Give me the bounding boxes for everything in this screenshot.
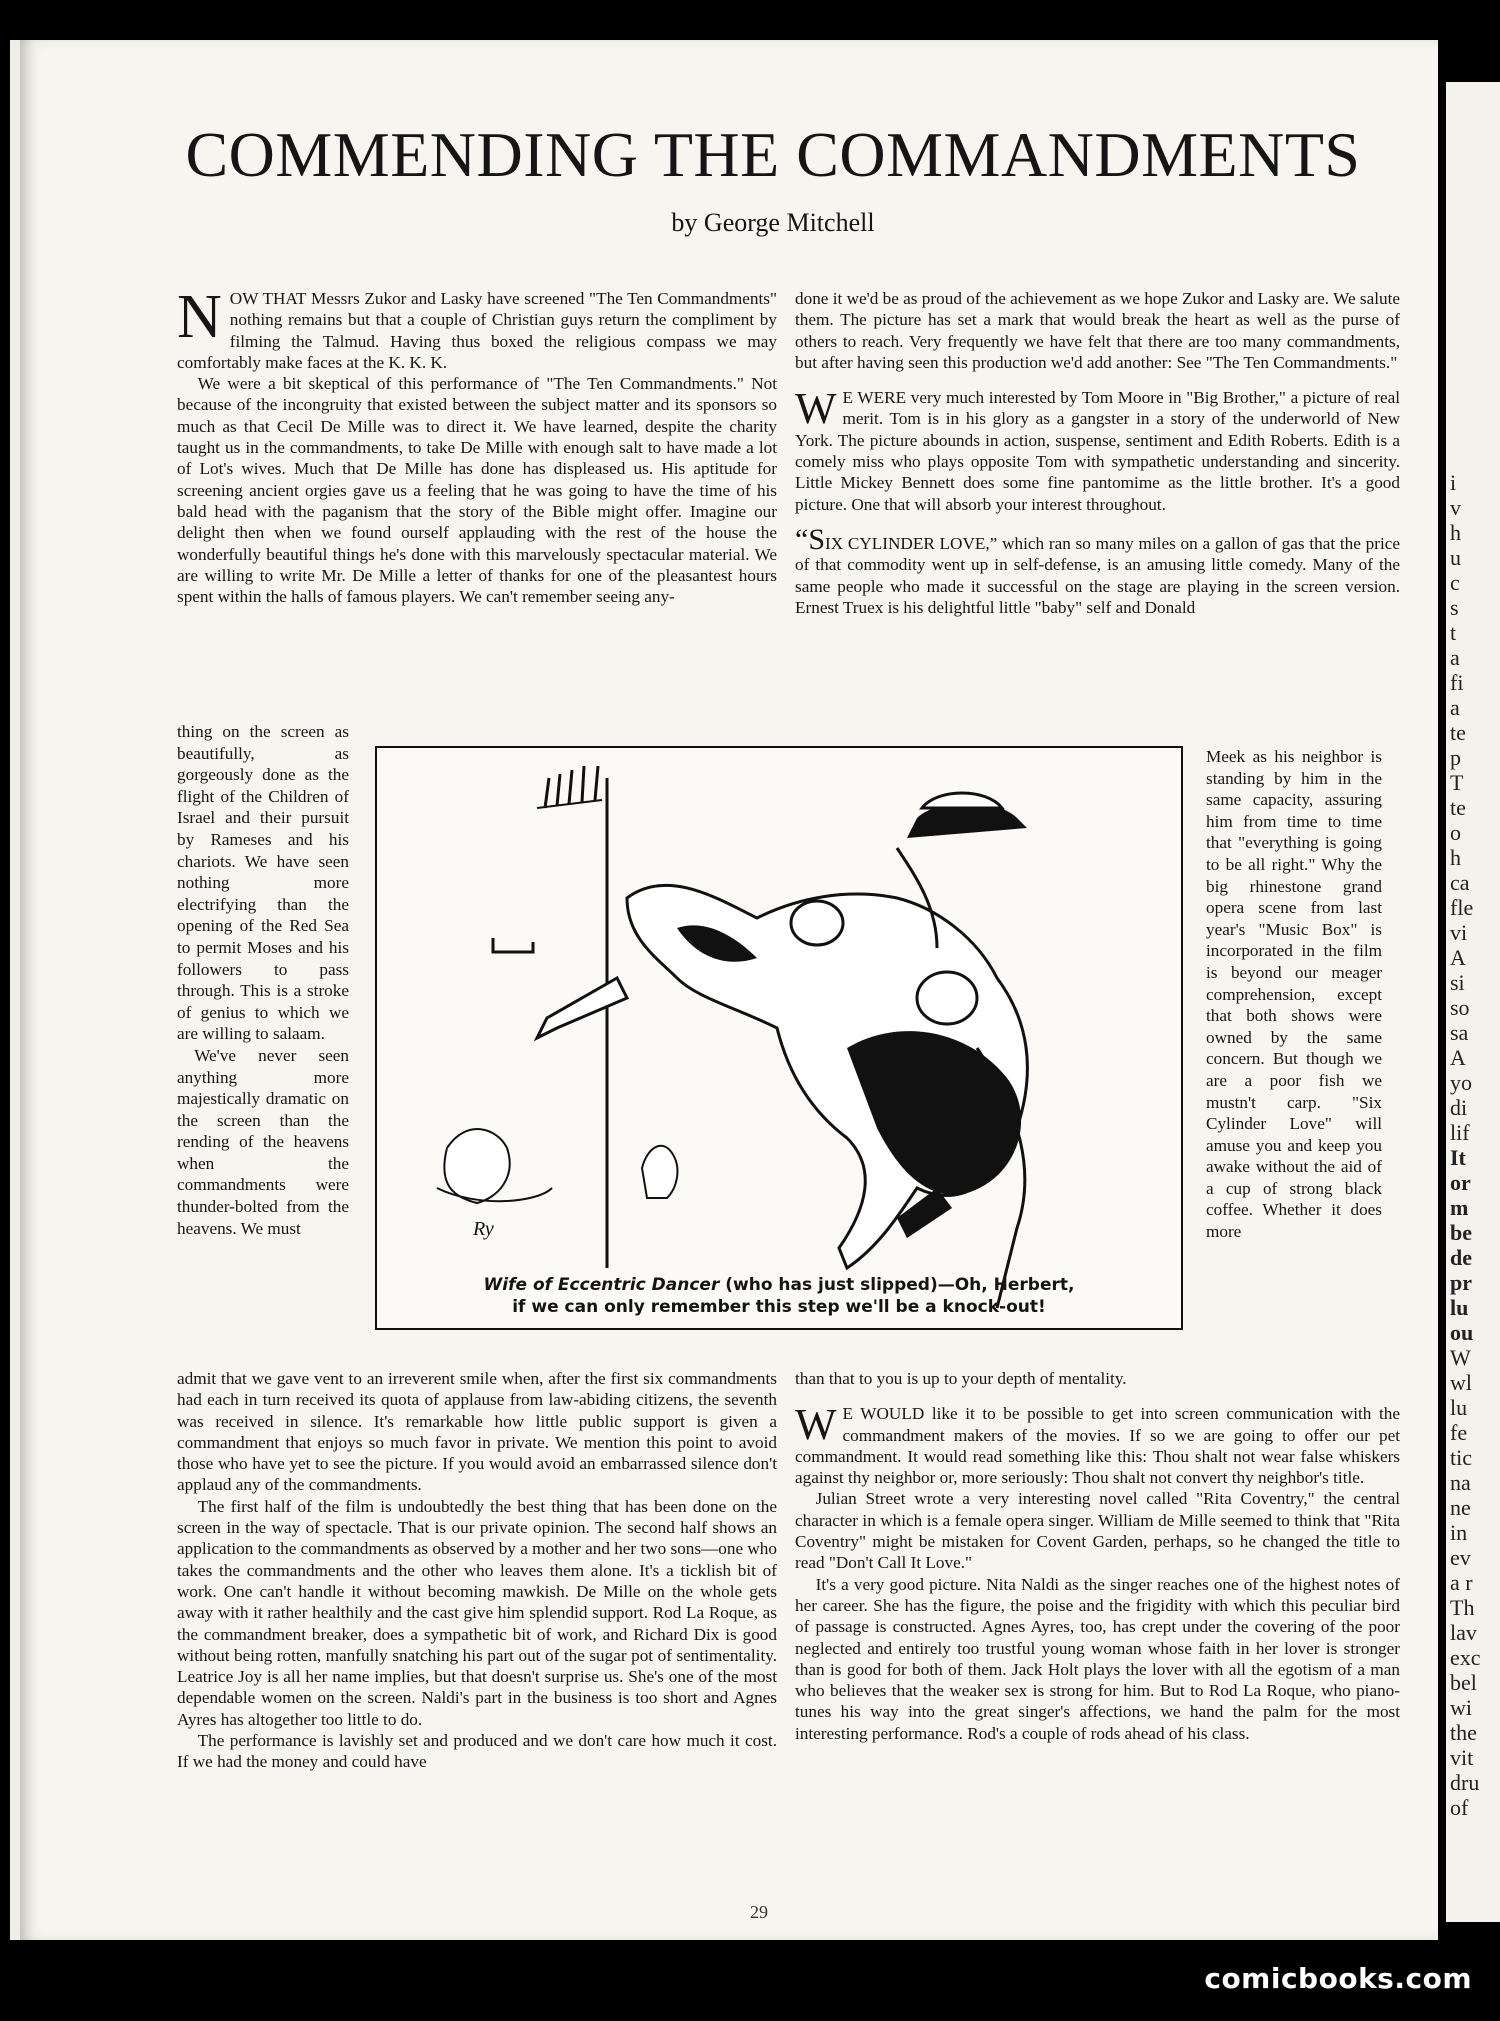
- facing-page-fragment: exc: [1450, 1645, 1481, 1670]
- facing-page-fragment: u: [1450, 545, 1461, 570]
- facing-page-fragment: in: [1450, 1520, 1468, 1545]
- facing-page-fragment: fi: [1450, 670, 1464, 695]
- left-paragraph-4: The first half of the film is undoubtedly the best thing that has been done on the screen in the way of spectacle. That is our private opinion. The second half shows an application to the commandments as observed by a mother and her two sons—one who takes the commandments and the other who leaves them alone. It's a ticklish bit of work. One can't handle it without becoming mawkish. De Mille on the whole gets away with it rather healthily and the cast give him splendid support. Rod La Roque, as the commandment breaker, does a sympathetic bit of work, and Richard Dix is good without being rotten, manfully snatching his part out of the sugar pot of sentimentality. Leatrice Joy is all her name implies, but that doesn't surprise us. She's one of the most dependable women on the screen. Naldi's part in the business is too short and Agnes Ayres has altogether too little to do.: [177, 1496, 777, 1729]
- facing-page-fragment: o: [1450, 820, 1461, 845]
- facing-page-fragment: i: [1450, 470, 1457, 495]
- right-narrow-column: [1206, 746, 1382, 1243]
- facing-page-fragment: lu: [1450, 1295, 1469, 1320]
- facing-page-fragment: ev: [1450, 1545, 1471, 1570]
- facing-page-fragment: de: [1450, 1245, 1472, 1270]
- left-narrow-paragraph-2: We've never seen anything more majestically dramatic on the screen than the rending of the heavens when the commandments were thunder-bolted from the heavens. We must: [177, 1045, 349, 1238]
- facing-page-fragment: wl: [1450, 1370, 1472, 1395]
- right-paragraph-5: W E WOULD like it to be possible to get into screen communication with the commandment makers of the movies. If so we are going to offer our pet commandment. It would read something like this: Thou shalt not wear false whiskers against thy neighbor or, more seriously: Thou shalt not convert thy neighbor's title.: [795, 1400, 1400, 1488]
- facing-page-fragment: na: [1450, 1470, 1471, 1495]
- facing-page-fragment: wi: [1450, 1695, 1472, 1720]
- article-title: COMMENDING THE COMMANDMENTS: [185, 119, 1361, 190]
- facing-page-fragment: a: [1450, 695, 1460, 720]
- right-paragraph-2: W E WERE very much interested by Tom Moore in "Big Brother," a picture of real merit. Tom is in his glory as a gangster in a story of the underworld of New York. The picture abounds in action, suspense, sentiment and Edith Roberts. Edith is a comely miss who plays opposite Tom with sympathetic understanding and sincerity. Little Mickey Bennett does some fine pantomime as the little brother. It's a good picture. One that will absorb your interest throughout.: [795, 384, 1401, 514]
- facing-page-fragment: pr: [1450, 1270, 1472, 1295]
- facing-page-fragment: sa: [1450, 1020, 1469, 1045]
- left-narrow-column: [177, 721, 349, 1239]
- right-paragraph-6: Julian Street wrote a very interesting novel called "Rita Coventry," the central character in which is a female opera singer. William de Mille seemed to think that "Rita Coventry" might be mistaken for Covent Garden, perhaps, so he changed the title to read "Don't Call It Love.": [795, 1489, 1400, 1573]
- left-paragraph-2: We were a bit skeptical of this performance of "The Ten Commandments." Not because of the incongruity that existed between the subject matter and its sponsors so much as that Cecil De Mille was to direct it. We have learned, despite the charity taught us in the commandments, to take De Mille with enough salt to have made a lot of Lot's wives. Much that De Mille has done has displeased us. His aptitude for screening ancient orgies gave us a feeling that he was going to have the time of his bald head with the paganism that the story of the Bible might offer. Imagine our delight then when we found ourself applauding with the rest of the house the wonderfully beautiful things he's done with this marvelously spectacular material. We are willing to write Mr. De Mille a letter of thanks for one of the pleasantest hours spent within the halls of famous players. We can't remember seeing any-: [177, 374, 777, 607]
- right-paragraph-7: It's a very good picture. Nita Naldi as the singer reaches one of the highest notes of her career. She has the figure, the poise and the frigidity with which this peculiar bird of passage is constructed. Agnes Ayres, too, has crept under the covering of the poor neglected and entirely too trustful young woman whose faith in her lover is stronger than is good for both of them. Jack Holt plays the lover with all the egotism of a man who believes that the weaker sex is strong for him. But to Rod La Roque, who piano-tunes his way into the great singer's affections, we hand the palm for the most interesting performance. Rod's a couple of rods ahead of his class.: [795, 1574, 1400, 1743]
- facing-page-fragment: p: [1450, 745, 1461, 770]
- left-paragraph-5: The performance is lavishly set and produced and we don't care how much it cost. If we had the money and could have: [177, 1731, 777, 1772]
- facing-page-fragment: fe: [1450, 1420, 1468, 1445]
- facing-page-fragment: m: [1450, 1195, 1469, 1220]
- site-watermark: comicbooks.com: [1204, 1962, 1472, 1995]
- article-byline: by George Mitchell: [671, 208, 875, 237]
- cartoon-illustration: [375, 746, 1183, 1330]
- facing-page-fragment: ou: [1450, 1320, 1474, 1345]
- facing-page-fragment: di: [1450, 1095, 1468, 1120]
- right-paragraph-1: done it we'd be as proud of the achievement as we hope Zukor and Lasky are. We salute them. The picture has set a mark that would break the heart as well as the purse of others to reach. Very frequently we have felt that there are too many commandments, but after having seen this production we'd add another: See "The Ten Commandments.": [795, 289, 1400, 372]
- dropcap-w: W: [795, 384, 837, 434]
- facing-page-edge: [1446, 82, 1500, 1922]
- dropcap-w-2: W: [795, 1400, 837, 1450]
- page-number: 29: [750, 1902, 768, 1922]
- facing-page-fragment: ca: [1450, 870, 1470, 895]
- dropcap-n: N: [177, 283, 222, 351]
- facing-page-fragment: h: [1450, 845, 1461, 870]
- left-paragraph-3: admit that we gave vent to an irreverent smile when, after the first six commandments had each in turn received its quota of applause from law-abiding citizens, the seventh was received in silence. It's remarkable how little public support is given a commandment that enjoys so much favor in private. We mention this point to avoid those who have yet to see the picture. If you would avoid an embarrassed silence don't applaud any of the commandments.: [177, 1369, 777, 1495]
- facing-page-fragment: t: [1450, 620, 1457, 645]
- left-column-top: [177, 283, 777, 607]
- facing-page-fragment: si: [1450, 970, 1465, 995]
- left-paragraph-1: NOW THAT Messrs Zukor and Lasky have screened "The Ten Commandments" nothing remains but that a couple of Christian guys return the compliment by filming the Talmud. Having thus boxed the religious compass we may comfortably make faces at the K. K. K.: [177, 283, 777, 372]
- right-column-bottom: [795, 1368, 1400, 1744]
- dropcap-s: S: [808, 522, 826, 556]
- facing-page-fragment: bel: [1450, 1670, 1477, 1695]
- facing-page-fragment: ne: [1450, 1495, 1471, 1520]
- facing-page-fragment: W: [1450, 1345, 1471, 1370]
- caption-line-1: (who has just slipped)—Oh, Herbert,: [719, 1275, 1075, 1295]
- facing-page-fragment: yo: [1450, 1070, 1472, 1095]
- left-narrow-paragraph-1: thing on the screen as beautifully, as gorgeously done as the flight of the Children of Israel and their pursuit by Rameses and his chariots. We have seen nothing more electrifying than the opening of the Red Sea to permit Moses and his followers to pass through. This is a stroke of genius to which we are willing to salaam.: [177, 722, 349, 1044]
- caption-line-2: if we can only remember this step we'll be a knock-out!: [512, 1297, 1046, 1317]
- facing-page-fragment: It: [1450, 1145, 1466, 1170]
- facing-page-fragment: dru: [1450, 1770, 1480, 1795]
- caption-speaker: Wife of Eccentric Dancer: [483, 1275, 720, 1295]
- facing-page-fragment: te: [1450, 795, 1466, 820]
- facing-page-fragment: lif: [1450, 1120, 1470, 1145]
- facing-page-fragment: a r: [1450, 1570, 1473, 1595]
- facing-page-fragment: so: [1450, 995, 1470, 1020]
- facing-page-fragment: c: [1450, 570, 1460, 595]
- facing-page-fragment: be: [1450, 1220, 1472, 1245]
- artist-signature: Ry: [473, 1218, 494, 1240]
- facing-page-fragment: lav: [1450, 1620, 1477, 1645]
- dancing-couple-illustration: [377, 748, 1181, 1328]
- facing-page-fragment: a: [1450, 645, 1460, 670]
- right-paragraph-3: “SIX CYLINDER LOVE,” which ran so many miles on a gallon of gas that the price of that commodity went up in self-defense, is an amusing little comedy. Many of the same people who made it successful on the stage are playing in the screen version. Ernest Truex is his delightful little "baby" self and Donald: [795, 522, 1400, 617]
- facing-page-fragment: the: [1450, 1720, 1477, 1745]
- facing-page-fragment: A: [1450, 945, 1466, 970]
- facing-page-fragment: h: [1450, 520, 1461, 545]
- facing-page-fragment: s: [1450, 595, 1459, 620]
- right-column-top: [795, 288, 1400, 618]
- facing-page-fragment: v: [1450, 495, 1461, 520]
- facing-page-fragment: lu: [1450, 1395, 1468, 1420]
- facing-page-fragment: tic: [1450, 1445, 1472, 1470]
- facing-page-fragment: te: [1450, 720, 1466, 745]
- cartoon-caption: [377, 1274, 1181, 1318]
- facing-page-fragment: T: [1450, 770, 1464, 795]
- facing-page-fragment: or: [1450, 1170, 1471, 1195]
- facing-page-fragment: of: [1450, 1795, 1469, 1820]
- facing-page-fragment: vit: [1450, 1745, 1474, 1770]
- facing-page-fragment: A: [1450, 1045, 1466, 1070]
- left-column-bottom: [177, 1368, 777, 1773]
- facing-page-fragment: vi: [1450, 920, 1468, 945]
- facing-page-fragment: Th: [1450, 1595, 1475, 1620]
- right-paragraph-4: than that to you is up to your depth of mentality.: [795, 1369, 1127, 1388]
- right-narrow-paragraph: Meek as his neighbor is standing by him in the same capacity, assuring him from time to time that "everything is going to be all right." Why the big rhinestone grand opera scene from last year's "Music Box" is incorporated in the film is beyond our meager comprehension, except that both shows were owned by the same concern. But though we are a poor fish we mustn't carp. "Six Cylinder Love" will amuse you and keep you awake without the aid of a cup of strong black coffee. Whether it does more: [1206, 747, 1382, 1242]
- facing-page-fragment: fle: [1450, 895, 1474, 920]
- magazine-page: [20, 40, 1438, 1940]
